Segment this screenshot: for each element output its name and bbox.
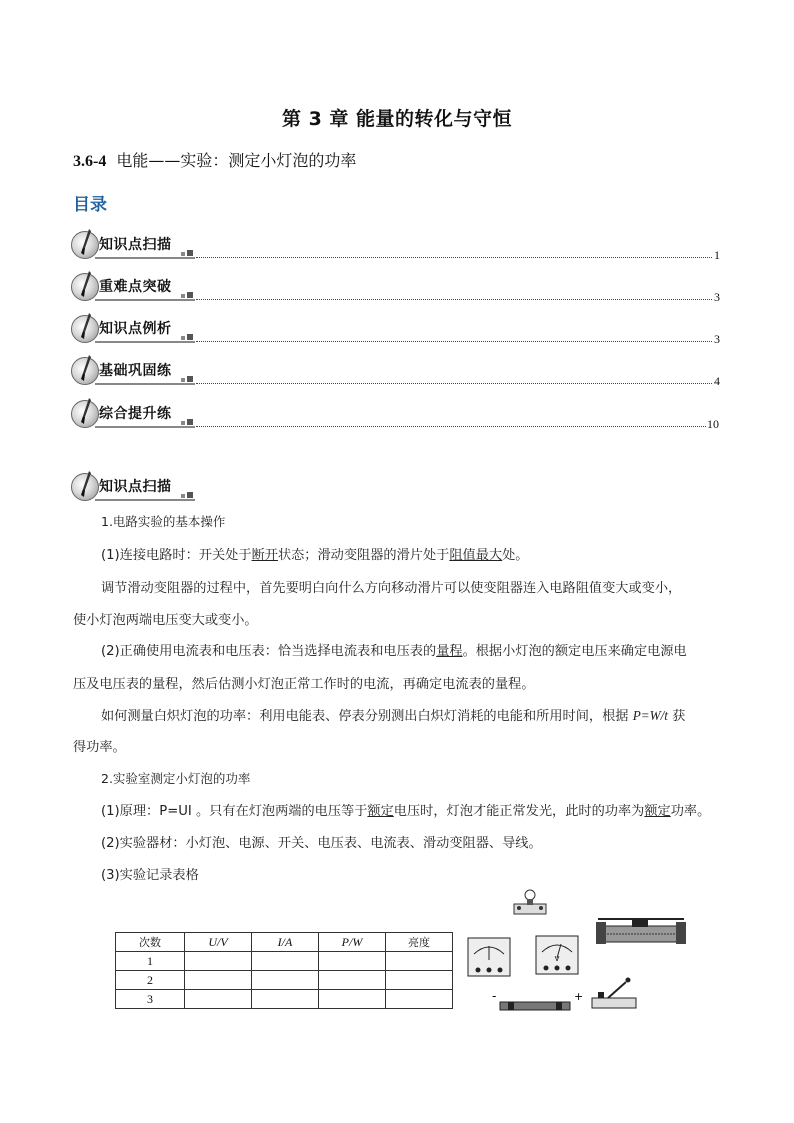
decor-square bbox=[181, 494, 185, 498]
section-title bbox=[73, 148, 356, 171]
table-header: I/A bbox=[252, 933, 319, 952]
toc-page-number: 10 bbox=[707, 417, 719, 431]
paragraph-rheostat-line2: 使小灯泡两端电压变大或变小。 bbox=[73, 613, 258, 628]
decor-square bbox=[187, 334, 193, 340]
table-row bbox=[116, 952, 453, 971]
section-name: 电能——实验：测定小灯泡的功率 bbox=[116, 151, 357, 170]
decor-square bbox=[181, 421, 185, 425]
toc-leader-dots bbox=[196, 340, 712, 342]
table-cell bbox=[185, 952, 252, 971]
toc-page-number: 4 bbox=[714, 374, 720, 388]
text: (1)连接电路时：开关处于 bbox=[101, 548, 252, 563]
paintbrush-icon bbox=[79, 354, 93, 384]
subheading-lab-power: 2.实验室测定小灯泡的功率 bbox=[101, 771, 251, 786]
decor-square bbox=[181, 378, 185, 382]
switch-icon bbox=[592, 978, 636, 1009]
toc-page-number: 3 bbox=[714, 332, 720, 346]
table-header-row bbox=[116, 933, 453, 952]
table-row bbox=[116, 990, 453, 1009]
text: 获 bbox=[667, 709, 686, 724]
ammeter-icon bbox=[468, 938, 510, 976]
text: 。根据小灯泡的额定电压来确定电源电 bbox=[462, 644, 687, 659]
section-banner-label: 知识点扫描 bbox=[99, 479, 172, 495]
toc-leader-dots bbox=[196, 298, 712, 300]
divider bbox=[95, 257, 195, 259]
table-header: 次数 bbox=[116, 933, 185, 952]
table-cell bbox=[386, 971, 453, 990]
record-table bbox=[115, 932, 453, 1009]
table-header: U/V bbox=[185, 933, 252, 952]
underlined-term: 额定 bbox=[367, 804, 394, 819]
table-cell bbox=[252, 952, 319, 971]
toc-item-basic-practice[interactable] bbox=[71, 354, 195, 388]
decor-square bbox=[187, 376, 193, 382]
section-banner bbox=[71, 470, 195, 504]
toc-item-advanced-practice[interactable] bbox=[71, 397, 195, 431]
table-cell bbox=[386, 952, 453, 971]
battery-icon bbox=[492, 989, 583, 1010]
table-cell: 1 bbox=[116, 952, 185, 971]
bulb-on-base-icon bbox=[514, 890, 546, 914]
chapter-title: 第 3 章 能量的转化与守恒 bbox=[281, 108, 513, 130]
table-header: 亮度 bbox=[386, 933, 453, 952]
table-cell bbox=[319, 952, 386, 971]
paintbrush-icon bbox=[79, 397, 93, 427]
table-cell bbox=[386, 990, 453, 1009]
table-cell bbox=[185, 971, 252, 990]
text: (1)原理：P=UI 。只有在灯泡两端的电压等于 bbox=[101, 804, 368, 819]
text: (2)正确使用电流表和电压表：恰当选择电流表和电压表的 bbox=[101, 644, 437, 659]
text: 电压时，灯泡才能正常发光，此时的功率为 bbox=[393, 804, 645, 819]
toc-item-label: 知识点扫描 bbox=[99, 237, 172, 253]
toc-item-examples[interactable] bbox=[71, 312, 195, 346]
decor-square bbox=[187, 419, 193, 425]
divider bbox=[95, 383, 195, 385]
paragraph-rheostat-line1: 调节滑动变阻器的过程中，首先要明白向什么方向移动滑片可以使变阻器连入电路阻值变大或变小， bbox=[101, 581, 682, 596]
toc-item-label: 知识点例析 bbox=[99, 321, 172, 337]
text: 状态；滑动变阻器的滑片处于 bbox=[277, 548, 450, 563]
table-header: P/W bbox=[319, 933, 386, 952]
paintbrush-icon bbox=[79, 470, 93, 500]
svg-text:+: + bbox=[574, 990, 584, 1003]
paintbrush-icon bbox=[79, 228, 93, 258]
table-cell bbox=[252, 971, 319, 990]
underlined-term: 断开 bbox=[251, 548, 278, 563]
paintbrush-icon bbox=[79, 270, 93, 300]
decor-square bbox=[187, 292, 193, 298]
toc-page-number: 3 bbox=[714, 290, 720, 304]
section-number: 3.6-4 bbox=[73, 153, 107, 170]
text: 处。 bbox=[502, 548, 529, 563]
table-cell bbox=[185, 990, 252, 1009]
power-formula: P=W/t bbox=[632, 708, 668, 723]
divider bbox=[95, 299, 195, 301]
paragraph-incandescent-line1 bbox=[101, 709, 751, 723]
paragraph-principle bbox=[101, 805, 751, 818]
table-cell: 3 bbox=[116, 990, 185, 1009]
subheading-basic-operations: 1.电路实验的基本操作 bbox=[101, 514, 226, 529]
underlined-term: 量程 bbox=[436, 644, 463, 659]
decor-square bbox=[187, 492, 193, 498]
paragraph-incandescent-line2: 得功率。 bbox=[73, 740, 126, 755]
table-cell bbox=[319, 971, 386, 990]
table-cell bbox=[319, 990, 386, 1009]
divider bbox=[95, 426, 195, 428]
rheostat-icon bbox=[596, 919, 686, 944]
decor-square bbox=[181, 252, 185, 256]
divider bbox=[95, 499, 195, 501]
paragraph-table-caption: (3)实验记录表格 bbox=[101, 868, 199, 883]
text: 如何测量白炽灯泡的功率：利用电能表、停表分别测出白炽灯消耗的电能和所用时间，根据 bbox=[101, 709, 633, 724]
toc-heading: 目录 bbox=[73, 195, 107, 215]
paragraph-equipment: (2)实验器材：小灯泡、电源、开关、电压表、电流表、滑动变阻器、导线。 bbox=[101, 836, 542, 851]
svg-text:-: - bbox=[492, 989, 497, 1003]
toc-item-label: 重难点突破 bbox=[99, 279, 172, 295]
paragraph-meters-line2: 压及电压表的量程，然后估测小灯泡正常工作时的电流，再确定电流表的量程。 bbox=[73, 677, 535, 692]
toc-item-label: 综合提升练 bbox=[99, 406, 172, 422]
voltmeter-icon bbox=[536, 936, 578, 974]
svg-text:V: V bbox=[554, 955, 560, 963]
toc-item-knowledge-scan[interactable] bbox=[71, 228, 195, 262]
toc-item-key-difficulties[interactable] bbox=[71, 270, 195, 304]
decor-square bbox=[181, 336, 185, 340]
toc-leader-dots bbox=[196, 256, 712, 258]
equipment-illustration bbox=[462, 888, 692, 1016]
paintbrush-icon bbox=[79, 312, 93, 342]
paragraph-meters-line1 bbox=[101, 645, 751, 658]
table-cell: 2 bbox=[116, 971, 185, 990]
toc-item-label: 基础巩固练 bbox=[99, 363, 172, 379]
paragraph-circuit-connection bbox=[101, 549, 751, 562]
decor-square bbox=[181, 294, 185, 298]
underlined-term: 阻值最大 bbox=[449, 548, 503, 563]
toc-leader-dots bbox=[196, 382, 712, 384]
toc-page-number: 1 bbox=[714, 248, 720, 262]
decor-square bbox=[187, 250, 193, 256]
table-row bbox=[116, 971, 453, 990]
table-cell bbox=[252, 990, 319, 1009]
text: 功率。 bbox=[670, 804, 711, 819]
divider bbox=[95, 341, 195, 343]
toc-leader-dots bbox=[196, 425, 706, 427]
underlined-term: 额定 bbox=[644, 804, 671, 819]
